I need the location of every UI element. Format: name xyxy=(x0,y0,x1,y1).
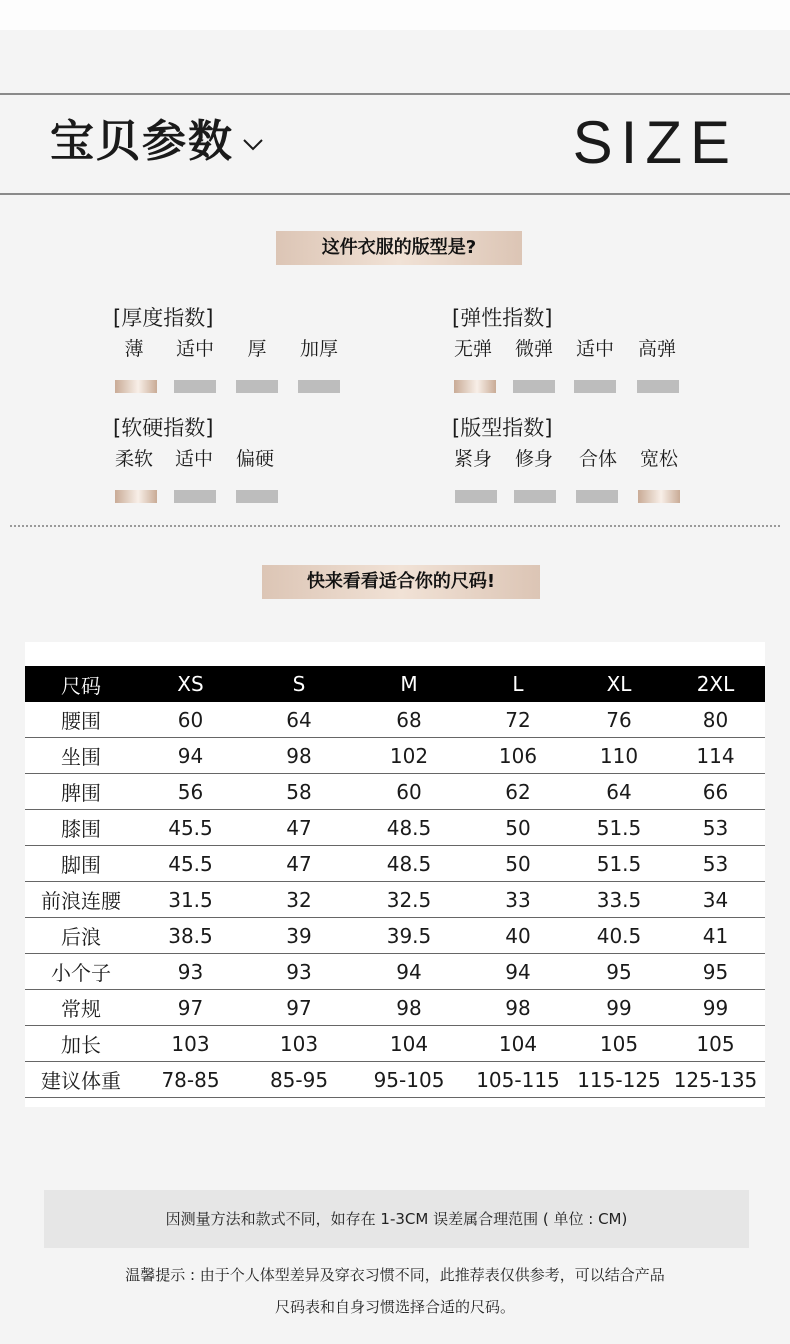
table-row xyxy=(25,1026,765,1062)
table-cell: 114 xyxy=(666,738,765,774)
table-cell: 64 xyxy=(244,702,354,738)
table-cell: 103 xyxy=(244,1026,354,1062)
table-cell: 97 xyxy=(137,990,244,1026)
size-table-card xyxy=(25,642,765,1107)
table-cell: 48.5 xyxy=(354,810,464,846)
size-table xyxy=(25,666,765,1098)
table-row-label: 脾围 xyxy=(25,774,137,810)
table-cell: 47 xyxy=(244,810,354,846)
index-title: [厚度指数] xyxy=(113,306,214,330)
table-cell: 50 xyxy=(464,810,572,846)
table-cell: 98 xyxy=(354,990,464,1026)
index-title: [弹性指数] xyxy=(452,306,553,330)
index-option: 宽松 xyxy=(639,448,678,470)
table-cell: 80 xyxy=(666,702,765,738)
table-cell: 98 xyxy=(464,990,572,1026)
table-header-cell: M xyxy=(354,666,464,702)
table-row xyxy=(25,810,765,846)
index-option: 适中 xyxy=(174,448,213,470)
table-cell: 40.5 xyxy=(572,918,666,954)
tip-line-2: 尺码表和自身习惯选择合适的尺码。 xyxy=(274,1298,515,1316)
table-cell: 47 xyxy=(244,846,354,882)
size-table-body xyxy=(25,702,765,1098)
table-header-cell: XS xyxy=(137,666,244,702)
table-cell: 66 xyxy=(666,774,765,810)
table-row xyxy=(25,990,765,1026)
table-header-cell: 2XL xyxy=(666,666,765,702)
table-cell: 85-95 xyxy=(244,1062,354,1098)
index-title: [软硬指数] xyxy=(113,416,214,440)
table-cell: 105 xyxy=(666,1026,765,1062)
softness-index xyxy=(113,414,274,512)
table-cell: 103 xyxy=(137,1026,244,1062)
table-cell: 68 xyxy=(354,702,464,738)
index-swatch-selected xyxy=(638,490,680,503)
table-cell: 45.5 xyxy=(137,846,244,882)
header-bottom-rule xyxy=(0,193,790,195)
table-cell: 34 xyxy=(666,882,765,918)
index-swatch xyxy=(236,380,278,393)
index-swatch-selected xyxy=(115,490,157,503)
table-row-label: 常规 xyxy=(25,990,137,1026)
index-option: 厚 xyxy=(247,338,267,360)
index-swatch xyxy=(574,380,616,393)
table-cell: 94 xyxy=(464,954,572,990)
table-row xyxy=(25,954,765,990)
table-cell: 78-85 xyxy=(137,1062,244,1098)
index-swatch xyxy=(514,490,556,503)
table-cell: 105-115 xyxy=(464,1062,572,1098)
table-cell: 58 xyxy=(244,774,354,810)
index-swatch xyxy=(174,490,216,503)
table-header-row xyxy=(25,666,765,702)
index-option: 微弹 xyxy=(514,338,553,360)
table-header-cell: S xyxy=(244,666,354,702)
table-cell: 99 xyxy=(572,990,666,1026)
table-row-label: 坐围 xyxy=(25,738,137,774)
table-cell: 33 xyxy=(464,882,572,918)
table-cell: 51.5 xyxy=(572,810,666,846)
table-cell: 72 xyxy=(464,702,572,738)
section-title[interactable] xyxy=(50,112,264,172)
table-cell: 93 xyxy=(244,954,354,990)
table-row-label: 腰围 xyxy=(25,702,137,738)
table-row xyxy=(25,846,765,882)
index-swatch xyxy=(637,380,679,393)
table-cell: 125-135 xyxy=(666,1062,765,1098)
table-cell: 94 xyxy=(354,954,464,990)
table-cell: 39 xyxy=(244,918,354,954)
table-row xyxy=(25,774,765,810)
table-cell: 62 xyxy=(464,774,572,810)
table-row-label: 前浪连腰 xyxy=(25,882,137,918)
table-cell: 93 xyxy=(137,954,244,990)
table-row xyxy=(25,738,765,774)
size-banner: 快来看看适合你的尺码! xyxy=(262,565,540,599)
table-cell: 41 xyxy=(666,918,765,954)
table-cell: 95-105 xyxy=(354,1062,464,1098)
table-cell: 40 xyxy=(464,918,572,954)
tip-line-1: 温馨提示 : 由于个人体型差异及穿衣习惯不同，此推荐表仅供参考，可以结合产品 xyxy=(125,1266,665,1284)
index-swatch-selected xyxy=(115,380,157,393)
table-cell: 31.5 xyxy=(137,882,244,918)
elasticity-index xyxy=(452,304,676,402)
table-cell: 94 xyxy=(137,738,244,774)
index-option: 修身 xyxy=(514,448,553,470)
index-option: 合体 xyxy=(578,448,617,470)
section-title-text: 宝贝参数 xyxy=(50,116,234,167)
table-row xyxy=(25,882,765,918)
table-cell: 64 xyxy=(572,774,666,810)
index-title: [版型指数] xyxy=(452,416,553,440)
table-cell: 53 xyxy=(666,846,765,882)
table-cell: 51.5 xyxy=(572,846,666,882)
index-swatch xyxy=(236,490,278,503)
table-cell: 38.5 xyxy=(137,918,244,954)
index-option: 柔软 xyxy=(114,448,153,470)
table-row xyxy=(25,702,765,738)
table-row-label: 脚围 xyxy=(25,846,137,882)
table-cell: 97 xyxy=(244,990,354,1026)
table-cell: 76 xyxy=(572,702,666,738)
table-cell: 60 xyxy=(354,774,464,810)
index-option: 紧身 xyxy=(453,448,492,470)
thickness-index xyxy=(113,304,338,402)
top-strip xyxy=(0,0,790,30)
table-header-cell: 尺码 xyxy=(25,666,137,702)
chevron-down-icon[interactable] xyxy=(242,108,264,168)
measurement-note: 因测量方法和款式不同，如存在 1-3CM 误差属合理范围 ( 单位 : CM) xyxy=(44,1190,749,1248)
index-swatch xyxy=(298,380,340,393)
table-row xyxy=(25,1062,765,1098)
section-divider xyxy=(10,525,780,527)
table-cell: 33.5 xyxy=(572,882,666,918)
table-cell: 39.5 xyxy=(354,918,464,954)
index-option: 高弹 xyxy=(637,338,676,360)
index-option: 薄 xyxy=(124,338,144,360)
table-cell: 56 xyxy=(137,774,244,810)
table-row-label: 建议体重 xyxy=(25,1062,137,1098)
index-options xyxy=(113,332,338,402)
table-header-cell: L xyxy=(464,666,572,702)
index-option: 无弹 xyxy=(453,338,492,360)
table-cell: 48.5 xyxy=(354,846,464,882)
index-options xyxy=(452,442,678,512)
index-options xyxy=(113,442,274,512)
fit-banner: 这件衣服的版型是? xyxy=(276,231,522,265)
index-swatch xyxy=(174,380,216,393)
size-heading: SIZE xyxy=(572,109,738,176)
table-header-cell: XL xyxy=(572,666,666,702)
index-options xyxy=(452,332,676,402)
table-cell: 105 xyxy=(572,1026,666,1062)
index-option: 加厚 xyxy=(299,338,338,360)
index-option: 适中 xyxy=(575,338,614,360)
table-cell: 32 xyxy=(244,882,354,918)
table-cell: 60 xyxy=(137,702,244,738)
index-option: 偏硬 xyxy=(235,448,274,470)
table-cell: 95 xyxy=(666,954,765,990)
table-cell: 110 xyxy=(572,738,666,774)
table-cell: 32.5 xyxy=(354,882,464,918)
table-cell: 45.5 xyxy=(137,810,244,846)
table-row-label: 后浪 xyxy=(25,918,137,954)
table-row-label: 膝围 xyxy=(25,810,137,846)
index-swatch-selected xyxy=(454,380,496,393)
table-cell: 99 xyxy=(666,990,765,1026)
index-swatch xyxy=(513,380,555,393)
table-row xyxy=(25,918,765,954)
table-cell: 95 xyxy=(572,954,666,990)
table-cell: 115-125 xyxy=(572,1062,666,1098)
index-swatch xyxy=(455,490,497,503)
table-row-label: 小个子 xyxy=(25,954,137,990)
index-option: 适中 xyxy=(175,338,214,360)
table-row-label: 加长 xyxy=(25,1026,137,1062)
table-cell: 104 xyxy=(354,1026,464,1062)
table-cell: 53 xyxy=(666,810,765,846)
index-swatch xyxy=(576,490,618,503)
fit-index xyxy=(452,414,678,512)
table-cell: 98 xyxy=(244,738,354,774)
table-cell: 50 xyxy=(464,846,572,882)
table-cell: 104 xyxy=(464,1026,572,1062)
header-top-rule xyxy=(0,93,790,95)
table-cell: 106 xyxy=(464,738,572,774)
table-cell: 102 xyxy=(354,738,464,774)
